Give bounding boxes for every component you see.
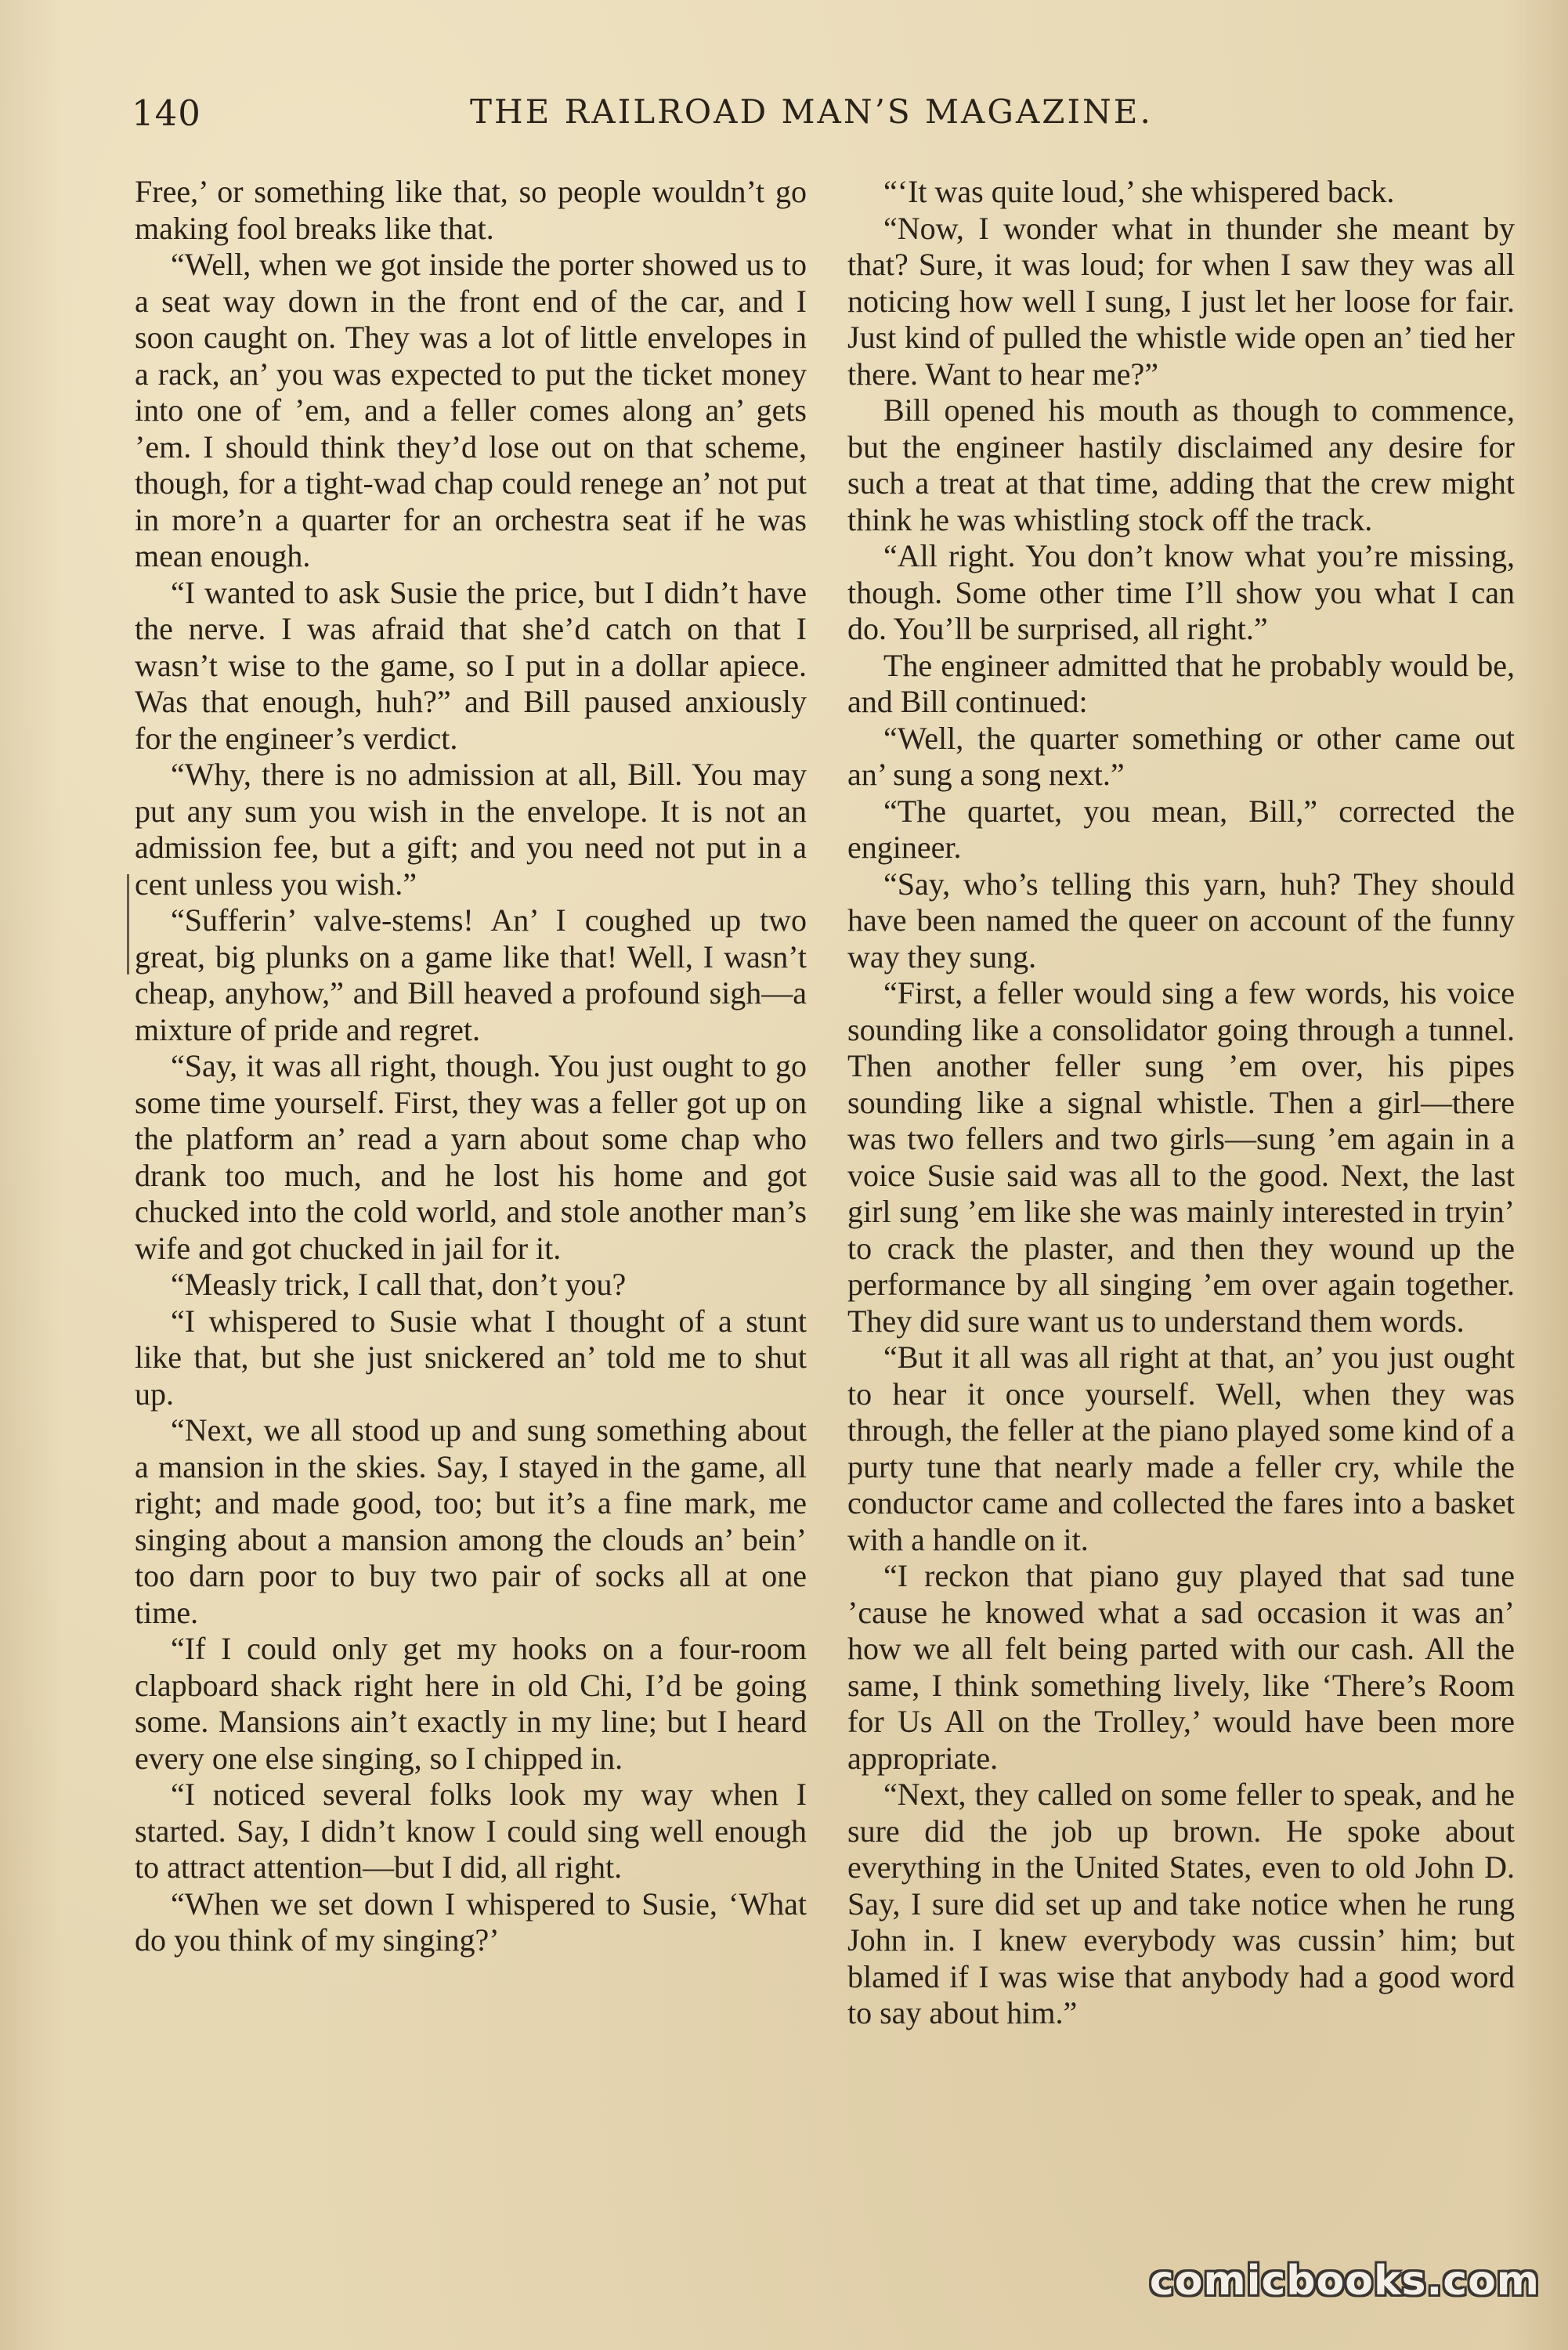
paragraph: “Why, there is no admission at all, Bill. You may put any sum you wish in the envelope. It is not an admission fee, but a gift; and you need not put in a cent unless you wish.”	[135, 757, 807, 902]
paragraph: “I wanted to ask Susie the price, but I didn’t have the nerve. I was afraid that she’d catch on that I wasn’t wise to the game, so I put in a dollar apiece. Was that enough, huh?” and Bill paused anxiously for the engineer’s verdict.	[135, 574, 807, 756]
paragraph: “Well, the quarter something or other came out an’ sung a song next.”	[847, 720, 1515, 792]
watermark: comicbooks.com	[1149, 2258, 1540, 2305]
paragraph: “Well, when we got inside the porter showed us to a seat way down in the front end of the car, and I soon caught on. They was a lot of little envelopes in a rack, an’ you was expected to put the ticket money into one of ’em, and a feller comes along an’ gets ’em. I should think they’d lose out on that scheme, though, for a tight-wad chap could renege an’ not put in more’n a quarter for an orchestra seat if he was mean enough.	[135, 247, 807, 573]
paragraph: “I whispered to Susie what I thought of a stunt like that, but she just snickered an’ told me to shut up.	[135, 1303, 807, 1412]
paragraph: “Now, I wonder what in thunder she meant by that? Sure, it was loud; for when I saw they was all noticing how well I sung, I just let her loose for fair. Just kind of pulled the whistle wide open an’ tied her there. Want to hear me?”	[847, 210, 1515, 392]
paragraph: “All right. You don’t know what you’re missing, though. Some other time I’ll show you what I can do. You’ll be surprised, all right.”	[847, 538, 1515, 646]
paragraph: Bill opened his mouth as though to commence, but the engineer hastily disclaimed any desire for such a treat at that time, adding that the crew might think he was whistling stock off the track.	[847, 392, 1515, 537]
paragraph: “Measly trick, I call that, don’t you?	[171, 1267, 627, 1302]
paragraph: “I reckon that piano guy played that sad tune ’cause he knowed what a sad occasion it was an’ how we all felt being parted with our cash. All the same, I think something lively, like ‘There’s Room for Us All on the Trolley,’ would have been more appropriate.	[847, 1558, 1515, 1776]
paragraph: “If I could only get my hooks on a four-room clapboard shack right here in old Chi, I’d be going some. Mansions ain’t exactly in my line; but I heard every one else singing, so I chipped in.	[135, 1631, 807, 1776]
right-column	[847, 174, 1515, 2032]
paragraph: “Sufferin’ valve-stems! An’ I coughed up two great, big plunks on a game like that! Well, I wasn’t cheap, anyhow,” and Bill heaved a profound sigh—a mixture of pride and regret.	[135, 902, 807, 1047]
paragraph: “Say, it was all right, though. You just ought to go some time yourself. First, they was a feller got up on the platform an’ read a yarn about some chap who drank too much, and he lost his home and got chucked into the cold world, and stole another man’s wife and got chucked in jail for it.	[135, 1048, 807, 1266]
paragraph: “I noticed several folks look my way when I started. Say, I didn’t know I could sing well enough to attract attention—but I did, all right.	[135, 1777, 807, 1885]
page-number: 140	[132, 92, 201, 134]
paragraph: “But it all was all right at that, an’ you just ought to hear it once yourself. Well, when they was through, the feller at the piano played some kind of a purty tune that nearly made a feller cry, while the conductor came and collected the fares into a basket with a handle on it.	[847, 1340, 1515, 1557]
paragraph: Free,’ or something like that, so people wouldn’t go making fool breaks like that.	[135, 174, 807, 246]
paragraph: “When we set down I whispered to Susie, ‘What do you think of my singing?’	[135, 1885, 807, 1958]
paragraph: “Next, they called on some feller to speak, and he sure did the job up brown. He spoke about everything in the United States, even to old John D. Say, I sure did set up and take notice when he rung John in. I knew everybody was cussin’ him; but blamed if I was wise that anybody had a good word to say about him.”	[847, 1777, 1515, 2030]
left-column	[135, 174, 807, 1959]
paragraph: “‘It was quite loud,’ she whispered back.	[883, 174, 1395, 209]
margin-mark	[127, 874, 129, 974]
paragraph: The engineer admitted that he probably would be, and Bill continued:	[847, 647, 1515, 719]
paragraph: “The quartet, you mean, Bill,” corrected the engineer.	[847, 793, 1515, 865]
paragraph: “First, a feller would sing a few words, his voice sounding like a consolidator going through a tunnel. Then another feller sung ’em over, his pipes sounding like a signal whistle. Then a girl—there was two fellers and two girls—sung ’em again in a voice Susie said was all to the good. Next, the last girl sung ’em like she was mainly interested in tryin’ to crack the plaster, and then they wound up the performance by all singing ’em over again together. They did sure want us to understand them words.	[847, 975, 1515, 1339]
paragraph: “Say, who’s telling this yarn, huh? They should have been named the queer on account of the funny way they sung.	[847, 866, 1515, 974]
paragraph: “Next, we all stood up and sung something about a mansion in the skies. Say, I stayed in the game, all right; and made good, too; but it’s a fine mark, me singing about a mansion among the clouds an’ bein’ too darn poor to buy two pair of socks all at one time.	[135, 1412, 807, 1630]
running-title: THE RAILROAD MAN’S MAGAZINE.	[470, 92, 1153, 131]
